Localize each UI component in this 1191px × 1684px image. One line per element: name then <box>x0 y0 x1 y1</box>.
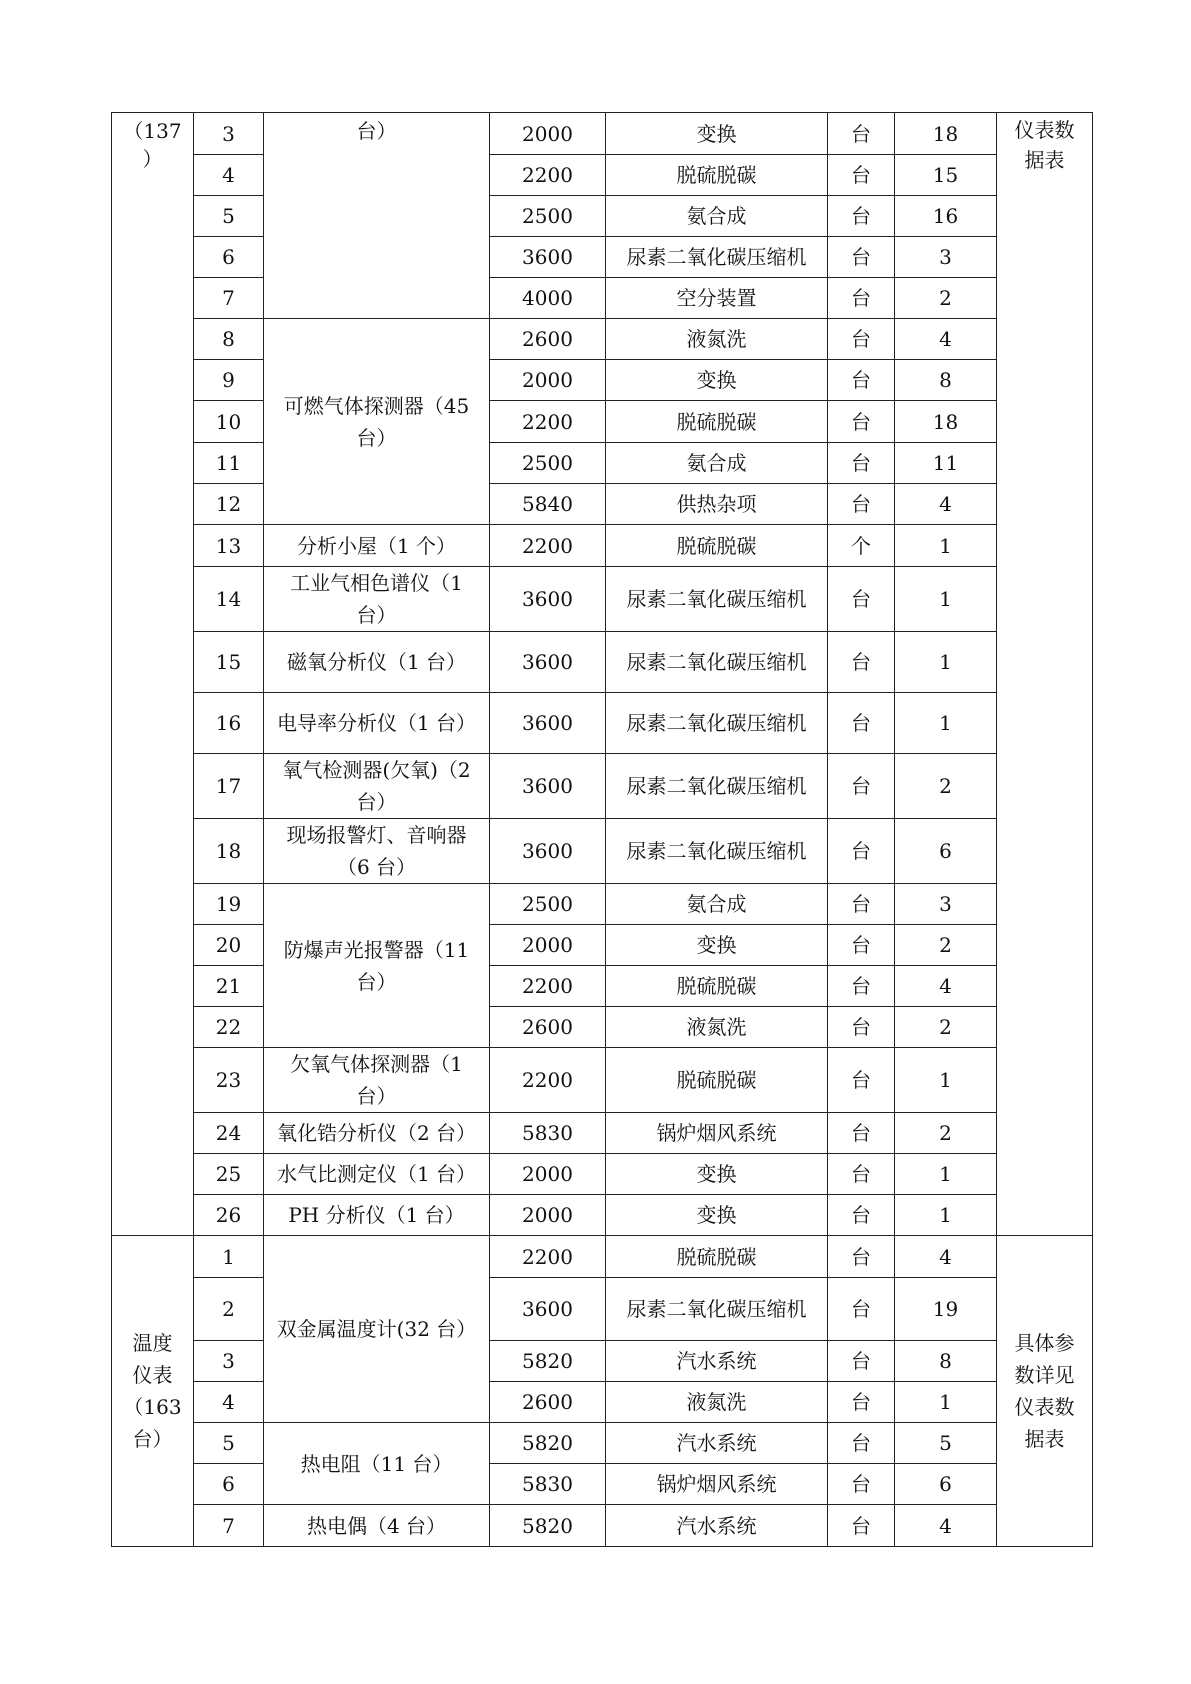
unit-code: 5830 <box>490 1113 606 1154</box>
quantity: 3 <box>895 237 997 278</box>
row-number: 13 <box>194 525 264 567</box>
measure-unit: 台 <box>828 1423 895 1464</box>
unit-code: 3600 <box>490 754 606 819</box>
instrument-name: 电导率分析仪（1 台） <box>264 693 490 754</box>
table-row <box>112 1113 1093 1154</box>
quantity: 3 <box>895 884 997 925</box>
row-number: 20 <box>194 925 264 966</box>
table-row <box>112 113 1093 155</box>
table-row <box>112 754 1093 819</box>
unit-code: 3600 <box>490 237 606 278</box>
unit-code: 5820 <box>490 1505 606 1547</box>
unit-code: 5820 <box>490 1341 606 1382</box>
measure-unit: 台 <box>828 1195 895 1236</box>
measure-unit: 台 <box>828 1048 895 1113</box>
quantity: 4 <box>895 1505 997 1547</box>
measure-unit: 台 <box>828 925 895 966</box>
unit-name: 变换 <box>606 1154 828 1195</box>
row-number: 5 <box>194 196 264 237</box>
quantity: 8 <box>895 1341 997 1382</box>
category-cell: （137 ） <box>112 113 194 1236</box>
row-number: 5 <box>194 1423 264 1464</box>
measure-unit: 台 <box>828 196 895 237</box>
unit-name: 变换 <box>606 360 828 401</box>
unit-name: 氨合成 <box>606 884 828 925</box>
instrument-name: 热电阻（11 台） <box>264 1423 490 1505</box>
quantity: 15 <box>895 155 997 196</box>
measure-unit: 台 <box>828 1154 895 1195</box>
table-row <box>112 1236 1093 1278</box>
row-number: 21 <box>194 966 264 1007</box>
table-row <box>112 155 1093 196</box>
unit-name: 变换 <box>606 925 828 966</box>
measure-unit: 台 <box>828 567 895 632</box>
quantity: 1 <box>895 1195 997 1236</box>
quantity: 1 <box>895 1154 997 1195</box>
row-number: 7 <box>194 278 264 319</box>
measure-unit: 台 <box>828 360 895 401</box>
quantity: 2 <box>895 278 997 319</box>
instrument-name: 磁氧分析仪（1 台） <box>264 632 490 693</box>
unit-code: 2000 <box>490 1195 606 1236</box>
row-number: 9 <box>194 360 264 401</box>
table-row <box>112 401 1093 443</box>
quantity: 2 <box>895 754 997 819</box>
unit-name: 汽水系统 <box>606 1423 828 1464</box>
unit-code: 2500 <box>490 884 606 925</box>
quantity: 19 <box>895 1278 997 1341</box>
measure-unit: 台 <box>828 484 895 525</box>
instrument-name: 可燃气体探测器（45 台） <box>264 319 490 525</box>
instrument-name: 台） <box>264 113 490 319</box>
row-number: 3 <box>194 113 264 155</box>
row-number: 12 <box>194 484 264 525</box>
quantity: 2 <box>895 1007 997 1048</box>
unit-code: 2600 <box>490 1382 606 1423</box>
unit-name: 尿素二氧化碳压缩机 <box>606 693 828 754</box>
row-number: 15 <box>194 632 264 693</box>
table-row <box>112 1423 1093 1464</box>
unit-code: 2500 <box>490 196 606 237</box>
unit-name: 尿素二氧化碳压缩机 <box>606 567 828 632</box>
measure-unit: 台 <box>828 693 895 754</box>
unit-name: 锅炉烟风系统 <box>606 1113 828 1154</box>
table-row <box>112 1007 1093 1048</box>
quantity: 1 <box>895 693 997 754</box>
unit-name: 尿素二氧化碳压缩机 <box>606 1278 828 1341</box>
table-row <box>112 319 1093 360</box>
unit-name: 尿素二氧化碳压缩机 <box>606 632 828 693</box>
instrument-name: 水气比测定仪（1 台） <box>264 1154 490 1195</box>
instrument-name: 工业气相色谱仪（1 台） <box>264 567 490 632</box>
unit-code: 5820 <box>490 1423 606 1464</box>
table-row <box>112 1195 1093 1236</box>
table-row <box>112 819 1093 884</box>
row-number: 1 <box>194 1236 264 1278</box>
measure-unit: 台 <box>828 237 895 278</box>
measure-unit: 台 <box>828 1007 895 1048</box>
quantity: 18 <box>895 401 997 443</box>
row-number: 4 <box>194 155 264 196</box>
measure-unit: 台 <box>828 966 895 1007</box>
unit-name: 供热杂项 <box>606 484 828 525</box>
row-number: 11 <box>194 443 264 484</box>
table-row <box>112 1341 1093 1382</box>
table-row <box>112 484 1093 525</box>
quantity: 6 <box>895 819 997 884</box>
table-row <box>112 632 1093 693</box>
quantity: 8 <box>895 360 997 401</box>
unit-code: 2200 <box>490 155 606 196</box>
measure-unit: 台 <box>828 443 895 484</box>
row-number: 23 <box>194 1048 264 1113</box>
quantity: 6 <box>895 1464 997 1505</box>
row-number: 18 <box>194 819 264 884</box>
unit-code: 5830 <box>490 1464 606 1505</box>
instrument-table <box>111 112 1093 1547</box>
unit-code: 2600 <box>490 319 606 360</box>
unit-code: 2200 <box>490 401 606 443</box>
row-number: 7 <box>194 1505 264 1547</box>
instrument-name: 防爆声光报警器（11 台） <box>264 884 490 1048</box>
quantity: 1 <box>895 567 997 632</box>
measure-unit: 台 <box>828 155 895 196</box>
unit-code: 4000 <box>490 278 606 319</box>
measure-unit: 台 <box>828 754 895 819</box>
unit-code: 2000 <box>490 360 606 401</box>
measure-unit: 台 <box>828 1505 895 1547</box>
instrument-name: PH 分析仪（1 台） <box>264 1195 490 1236</box>
table-row <box>112 966 1093 1007</box>
measure-unit: 台 <box>828 819 895 884</box>
instrument-name: 欠氧气体探测器（1 台） <box>264 1048 490 1113</box>
table-row <box>112 567 1093 632</box>
table-row <box>112 360 1093 401</box>
quantity: 1 <box>895 1048 997 1113</box>
row-number: 25 <box>194 1154 264 1195</box>
instrument-name: 氧化锆分析仪（2 台） <box>264 1113 490 1154</box>
unit-code: 3600 <box>490 1278 606 1341</box>
unit-name: 脱硫脱碳 <box>606 525 828 567</box>
category-cell: 温度 仪表 （163 台） <box>112 1236 194 1547</box>
table-body <box>112 113 1093 1547</box>
table-row <box>112 1278 1093 1341</box>
row-number: 10 <box>194 401 264 443</box>
quantity: 4 <box>895 966 997 1007</box>
row-number: 16 <box>194 693 264 754</box>
unit-name: 汽水系统 <box>606 1341 828 1382</box>
table-row <box>112 525 1093 567</box>
measure-unit: 台 <box>828 632 895 693</box>
quantity: 4 <box>895 484 997 525</box>
measure-unit: 台 <box>828 884 895 925</box>
unit-code: 2000 <box>490 1154 606 1195</box>
quantity: 16 <box>895 196 997 237</box>
quantity: 4 <box>895 319 997 360</box>
unit-name: 尿素二氧化碳压缩机 <box>606 754 828 819</box>
unit-code: 3600 <box>490 819 606 884</box>
unit-name: 尿素二氧化碳压缩机 <box>606 819 828 884</box>
measure-unit: 台 <box>828 278 895 319</box>
unit-name: 氨合成 <box>606 443 828 484</box>
row-number: 26 <box>194 1195 264 1236</box>
row-number: 3 <box>194 1341 264 1382</box>
table-row <box>112 1048 1093 1113</box>
quantity: 4 <box>895 1236 997 1278</box>
quantity: 1 <box>895 1382 997 1423</box>
instrument-name: 分析小屋（1 个） <box>264 525 490 567</box>
unit-code: 2200 <box>490 966 606 1007</box>
table-row <box>112 1382 1093 1423</box>
measure-unit: 台 <box>828 113 895 155</box>
unit-name: 空分装置 <box>606 278 828 319</box>
unit-name: 脱硫脱碳 <box>606 966 828 1007</box>
remark-cell: 仪表数 据表 <box>997 113 1093 1236</box>
instrument-name: 双金属温度计(32 台） <box>264 1236 490 1423</box>
table-row <box>112 443 1093 484</box>
unit-name: 液氮洗 <box>606 319 828 360</box>
unit-name: 液氮洗 <box>606 1382 828 1423</box>
row-number: 8 <box>194 319 264 360</box>
unit-name: 脱硫脱碳 <box>606 155 828 196</box>
unit-code: 5840 <box>490 484 606 525</box>
row-number: 4 <box>194 1382 264 1423</box>
instrument-name: 现场报警灯、音响器 （6 台） <box>264 819 490 884</box>
table-row <box>112 237 1093 278</box>
row-number: 19 <box>194 884 264 925</box>
quantity: 1 <box>895 525 997 567</box>
table-row <box>112 1464 1093 1505</box>
measure-unit: 个 <box>828 525 895 567</box>
table-row <box>112 278 1093 319</box>
row-number: 24 <box>194 1113 264 1154</box>
unit-code: 2200 <box>490 525 606 567</box>
unit-code: 2500 <box>490 443 606 484</box>
table-row <box>112 693 1093 754</box>
unit-name: 脱硫脱碳 <box>606 1236 828 1278</box>
quantity: 2 <box>895 1113 997 1154</box>
measure-unit: 台 <box>828 1341 895 1382</box>
unit-code: 2600 <box>490 1007 606 1048</box>
unit-name: 液氮洗 <box>606 1007 828 1048</box>
unit-code: 2200 <box>490 1048 606 1113</box>
table-row <box>112 1154 1093 1195</box>
table-row <box>112 925 1093 966</box>
unit-name: 变换 <box>606 1195 828 1236</box>
quantity: 2 <box>895 925 997 966</box>
table-row <box>112 1505 1093 1547</box>
measure-unit: 台 <box>828 1382 895 1423</box>
measure-unit: 台 <box>828 1113 895 1154</box>
quantity: 5 <box>895 1423 997 1464</box>
unit-name: 锅炉烟风系统 <box>606 1464 828 1505</box>
unit-name: 变换 <box>606 113 828 155</box>
measure-unit: 台 <box>828 1236 895 1278</box>
unit-name: 脱硫脱碳 <box>606 401 828 443</box>
row-number: 6 <box>194 1464 264 1505</box>
unit-code: 2000 <box>490 925 606 966</box>
remark-cell: 具体参 数详见 仪表数 据表 <box>997 1236 1093 1547</box>
unit-code: 2200 <box>490 1236 606 1278</box>
unit-name: 脱硫脱碳 <box>606 1048 828 1113</box>
unit-code: 3600 <box>490 693 606 754</box>
unit-name: 汽水系统 <box>606 1505 828 1547</box>
measure-unit: 台 <box>828 401 895 443</box>
instrument-name: 氧气检测器(欠氧)（2 台） <box>264 754 490 819</box>
quantity: 18 <box>895 113 997 155</box>
unit-name: 氨合成 <box>606 196 828 237</box>
unit-code: 2000 <box>490 113 606 155</box>
table-row <box>112 196 1093 237</box>
row-number: 14 <box>194 567 264 632</box>
unit-code: 3600 <box>490 632 606 693</box>
unit-name: 尿素二氧化碳压缩机 <box>606 237 828 278</box>
measure-unit: 台 <box>828 319 895 360</box>
row-number: 2 <box>194 1278 264 1341</box>
row-number: 22 <box>194 1007 264 1048</box>
unit-code: 3600 <box>490 567 606 632</box>
table-row <box>112 884 1093 925</box>
measure-unit: 台 <box>828 1278 895 1341</box>
measure-unit: 台 <box>828 1464 895 1505</box>
quantity: 1 <box>895 632 997 693</box>
quantity: 11 <box>895 443 997 484</box>
instrument-name: 热电偶（4 台） <box>264 1505 490 1547</box>
row-number: 6 <box>194 237 264 278</box>
row-number: 17 <box>194 754 264 819</box>
